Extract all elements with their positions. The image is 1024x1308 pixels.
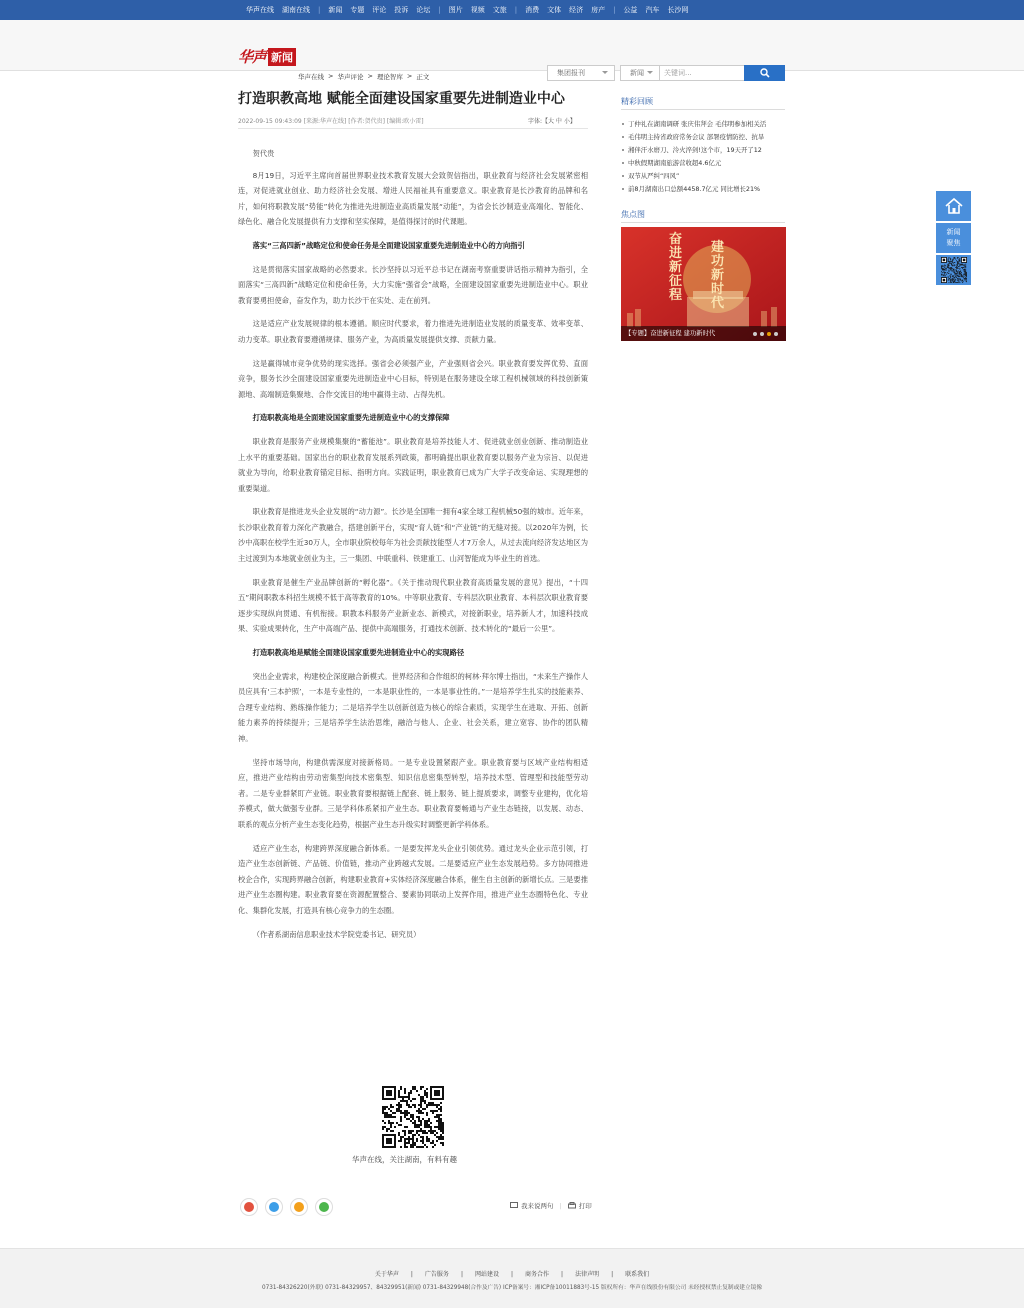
search-input[interactable] (659, 65, 745, 81)
article-paragraph: 职业教育是催生产业品牌创新的“孵化器”。《关于推动现代职业教育高质量发展的意见》提出，“十四五”期间职教本科招生规模不低于高等教育的10%。中等职业教育、专科层次职业教育、本科层次职业教育要逐步实现纵向贯通、有机衔接。职教本科服务产业新业态、新模式，对接新职业，培养新人才，加速科技成果、实验成果转化，生产中高端产品、提供中高端服务，打通技术创新、技术转化的“最后一公里”。 (238, 577, 588, 634)
top-nav-divider: | (613, 6, 616, 14)
focus-carousel[interactable] (621, 227, 786, 341)
print-link[interactable]: 打印 (578, 1202, 592, 1210)
featured-list-item[interactable]: 双节从严纠“四风” (621, 170, 786, 183)
breadcrumb-item: 正文 (416, 73, 430, 81)
wechat-share-icon (319, 1202, 329, 1212)
carousel-dot[interactable] (753, 332, 757, 336)
title-divider (238, 128, 588, 129)
channel-select-value: 新闻 (630, 69, 644, 77)
breadcrumb-separator: > (367, 72, 373, 80)
carousel-dot[interactable] (774, 332, 778, 336)
group-publication-select[interactable] (547, 65, 615, 81)
article-paragraph: 这是赢得城市竞争优势的现实选择。强省会必须强产业，产业强则省会兴。职业教育要发挥优势、直面竞争，服务长沙全面建设国家重要先进制造业中心目标，特别是在服务建设全球工程机械领域的科技创新策源地、高端制造集聚地、合作交流目的地中赢得主动、占得先机。 (238, 358, 588, 399)
featured-heading: 精彩回顾 (621, 97, 653, 106)
featured-list-item[interactable]: 前8月湖南出口总额4458.7亿元 同比增长21% (621, 183, 786, 196)
home-icon (944, 197, 964, 215)
article-paragraph: 坚持市场导向，构建供需深度对接新格局。一是专业设置紧跟产业。职业教育要与区域产业结构相适应，推进产业结构由劳动密集型向技术密集型、知识信息密集型转型，培养技术型、管理型和技能型劳动者。二是专业群紧盯产业链。职业教育要根据链上配套、链上服务、链上提质要求，调整专业建构，优化培养模式，做大做强专业群。三是学科体系紧扣产业生态。职业教育要畅通与产业生态链接，以发展、动态、联系的观点分析产业生态变化趋势，根据产业生态升级实时调整更新学科体系。 (238, 757, 588, 829)
footer-link[interactable]: 联系我们 (625, 1271, 650, 1278)
focus-caption[interactable]: 【专题】奋进新征程 建功新时代 (621, 326, 786, 341)
top-nav-link[interactable]: 文旅 (492, 6, 507, 14)
breadcrumb-item[interactable]: 华声在线 (298, 73, 324, 81)
qr-code (382, 1086, 444, 1148)
breadcrumb-separator: > (406, 72, 413, 80)
news-focus-label-line2: 聚焦 (946, 239, 961, 247)
footer-link[interactable]: 法律声明 (575, 1271, 600, 1278)
comment-icon (510, 1202, 518, 1209)
featured-list-item[interactable]: 中秋假期湖南旅游营收超4.6亿元 (621, 157, 786, 170)
carousel-dot[interactable] (760, 332, 764, 336)
search-button[interactable] (744, 65, 785, 81)
comment-link[interactable]: 我来说两句 (521, 1202, 554, 1210)
top-navigation-bar (0, 0, 1024, 20)
top-nav-link[interactable]: 房产 (591, 6, 606, 14)
article-paragraph: 职业教育是推进龙头企业发展的“动力源”。长沙是全国唯一拥有4家全球工程机械50强的城市。近年来，长沙职业教育着力深化产教融合，搭建创新平台，实现“育人链”和“产业链”的无缝对接。以2020年为例，长沙中高职在校学生近30万人，全市职业院校每年为社会贡献技能型人才7万余人，从过去流向经济发达地区为主过渡到为本地就业创业为主，三一集团、中联重科、铁建重工、山河智能成为毕业生的首选。 (238, 507, 588, 564)
news-focus-label-line1: 新闻 (946, 228, 961, 236)
weibo-share-icon (244, 1202, 254, 1212)
footer-link-divider: | (611, 1271, 614, 1278)
article-meta: 2022-09-15 09:43:09 [来源:华声在线] [作者:贺代贵] [编辑:欧小雷] (238, 118, 424, 125)
news-focus-float-button[interactable] (936, 223, 971, 253)
top-nav-link[interactable]: 消费 (525, 6, 540, 14)
top-nav-link[interactable]: 湖南在线 (282, 6, 310, 14)
top-nav-link[interactable]: 长沙网 (667, 6, 689, 14)
article-paragraph: （作者系湖南信息职业技术学院党委书记、研究员） (252, 929, 421, 939)
focus-banner-text-right: 建功新时代 (711, 240, 725, 311)
focus-heading-divider (621, 222, 785, 223)
carousel-dot[interactable] (767, 332, 771, 336)
focus-banner-text-left: 奋进新征程 (669, 232, 683, 303)
article-subheading: 落实“三高四新”战略定位和使命任务是全面建设国家重要先进制造业中心的方向指引 (252, 240, 525, 250)
featured-list-item[interactable]: 湘伴汗水磨刀、泠火淬剑!这个市，19天开了12 (621, 144, 786, 157)
wechat-share-button[interactable] (315, 1198, 333, 1216)
chevron-down-icon (602, 71, 608, 74)
footer-link-divider: | (510, 1271, 514, 1278)
top-nav-link[interactable]: 评论 (372, 6, 387, 14)
search-input-placeholder: 关键词... (664, 69, 692, 77)
footer-link[interactable]: 关于华声 (374, 1271, 399, 1278)
share-buttons (240, 1198, 333, 1216)
article-paragraph: 这是贯彻落实国家战略的必然要求。长沙坚持以习近平总书记在湖南考察重要讲话指示精神为指引，全面落实“三高四新”战略定位和使命任务，大力实施“强省会”战略，全面建设国家重要先进制造业中心。职业教育要勇担使命，奋发作为，助力长沙干在实处、走在前列。 (238, 264, 588, 305)
channel-select[interactable] (620, 65, 660, 81)
site-logo[interactable] (238, 46, 296, 67)
qq-share-icon (269, 1202, 279, 1212)
footer-link[interactable]: 商务合作 (525, 1271, 550, 1278)
chevron-down-icon (647, 71, 653, 74)
footer-link[interactable]: 广告服务 (424, 1271, 449, 1278)
tools-divider: | (559, 1201, 562, 1210)
article-paragraph: 突出企业需求，构建校企深度融合新模式。世界经济和合作组织的柯林·拜尔博士指出，“未来生产操作人员应具有‘三本护照’，一本是专业性的，一本是职业性的，一本是事业性的。”一是培养学生扎实的技能素养、合理专业结构、熟练操作能力；二是培养学生以创新创造为核心的综合素质，实现学生在进取、开拓、创新能力素养的持续提升；三是培养学生法治思维，融洽与他人、企业、社会关系，建立宽容、协作的团队精神。 (238, 671, 588, 743)
breadcrumb-item[interactable]: 华声评论 (337, 73, 364, 81)
focus-banner-image (621, 227, 786, 341)
qr-code-icon (941, 257, 967, 283)
top-nav-link[interactable]: 经济 (569, 6, 584, 14)
top-nav-links (246, 0, 696, 20)
top-nav-divider: | (318, 6, 321, 14)
breadcrumb-separator: > (328, 72, 334, 80)
top-nav-link[interactable]: 视频 (470, 6, 485, 14)
breadcrumb (298, 72, 429, 81)
logo-text-news: 新闻 (268, 48, 296, 66)
article-tools (510, 1201, 592, 1210)
top-nav-link[interactable]: 公益 (623, 6, 638, 14)
focus-heading: 焦点图 (621, 210, 645, 219)
footer-link-divider: | (460, 1271, 463, 1278)
top-nav-link[interactable]: 汽车 (645, 6, 660, 14)
top-nav-link[interactable]: 图片 (448, 6, 463, 14)
qr-float-button[interactable] (936, 255, 971, 285)
article-title: 打造职教高地 赋能全面建设国家重要先进制造业中心 (238, 91, 565, 107)
font-size-switcher[interactable]: 字体:【大 中 小】 (528, 118, 576, 125)
qzone-share-button[interactable] (290, 1198, 308, 1216)
qzone-share-icon (294, 1202, 304, 1212)
article-paragraph: 这是适应产业发展规律的根本遵循。顺应时代要求，着力推进先进制造业发展的质量变革、效率变革、动力变革。职业教育要遵循规律、服务产业，为高质量发展提供支撑、贡献力量。 (238, 319, 588, 344)
footer-link[interactable]: 网站建设 (474, 1271, 499, 1278)
breadcrumb-item[interactable]: 理论智库 (376, 73, 403, 81)
top-nav-link[interactable]: 新闻 (328, 6, 343, 14)
top-nav-link[interactable]: 文体 (547, 6, 562, 14)
article-paragraph: 适应产业生态，构建跨界深度融合新体系。一是要发挥龙头企业引领优势。通过龙头企业示范引领，打造产业生态创新链、产品链、价值链，推动产业跨越式发展。二是要适应产业生态发展趋势。多方协同推进校企合作，实现跨界融合创新，构建职业教育+实体经济深度融合体系，催生自主创新的新增长点。三是要推进产业生态圈构建。职业教育要在资源配置整合、要素协同联动上发挥作用，推进产业生态圈特色化、专业化、集群化发展，打造具有核心竞争力的生态圈。 (238, 843, 588, 915)
footer-link-divider: | (561, 1271, 564, 1278)
article-subheading: 打造职教高地是全面建设国家重要先进制造业中心的支撑保障 (252, 413, 450, 423)
featured-list (621, 118, 786, 196)
article-paragraph: 职业教育是服务产业规模集聚的“蓄能池”。职业教育是培养技能人才、促进就业创业创新、推动制造业上水平的重要基础。国家出台的职业教育发展系列政策，都明确提出职业教育要以服务产业为宗旨、以促进就业为导向，给职业教育锚定目标、指明方向。实践证明，职业教育已成为广大学子改变命运、实现理想的重要渠道。 (238, 436, 588, 493)
footer-links (0, 1269, 1024, 1278)
site-header (0, 20, 1024, 81)
article-paragraph: 8月19日，习近平主席向首届世界职业技术教育发展大会致贺信指出，职业教育与经济社会发展紧密相连，对促进就业创业、助力经济社会发展、增进人民福祉具有重要意义。职业教育是长沙教育的品牌和名片，如何将职教发展“势能”转化为推进先进制造业高质量发展“动能”，为省会长沙制造业高端化、智能化、绿色化、融合化发展提供有力支撑和坚实保障，是值得探讨的时代课题。 (238, 170, 588, 227)
group-publication-select-value: 集团报刊 (557, 69, 585, 77)
qr-caption: 华声在线，关注湖南，有料有趣 (352, 1155, 457, 1164)
featured-list-item[interactable]: 毛伟明主持省政府常务会议 部署疫情防控、抗旱 (621, 131, 786, 144)
top-nav-link[interactable]: 专题 (350, 6, 365, 14)
top-nav-divider: | (514, 6, 518, 14)
site-footer (0, 1248, 1024, 1308)
article-body (238, 146, 588, 950)
top-nav-divider: | (438, 6, 441, 14)
footer-copyright: 0731-84326220(外联) 0731-84329957、84329951(新闻) 0731-84329948(合作及广告) ICP备案号：湘ICP备10011883号-15 版权所有：华声在线股份有限公司 未经授权禁止复制或建立镜像 (261, 1285, 763, 1291)
top-nav-link[interactable]: 华声在线 (246, 6, 274, 14)
article-paragraph: 贺代贵 (252, 149, 275, 158)
qr-code-image (382, 1086, 444, 1148)
featured-list-item[interactable]: 丁仲礼在湖南调研 张庆伟拜会 毛伟明参加相关活 (621, 118, 786, 131)
print-icon (568, 1202, 576, 1209)
top-nav-link[interactable]: 论坛 (416, 6, 431, 14)
carousel-dots (753, 332, 778, 336)
article-subheading: 打造职教高地是赋能全面建设国家重要先进制造业中心的实现路径 (252, 648, 465, 658)
weibo-share-button[interactable] (240, 1198, 258, 1216)
footer-link-divider: | (410, 1271, 413, 1278)
logo-text-huasheng: 华声 (238, 48, 267, 66)
search-icon (760, 68, 770, 78)
top-nav-link[interactable]: 投诉 (394, 6, 409, 14)
featured-heading-divider (621, 109, 785, 110)
home-float-button[interactable] (936, 191, 971, 221)
qq-share-button[interactable] (265, 1198, 283, 1216)
